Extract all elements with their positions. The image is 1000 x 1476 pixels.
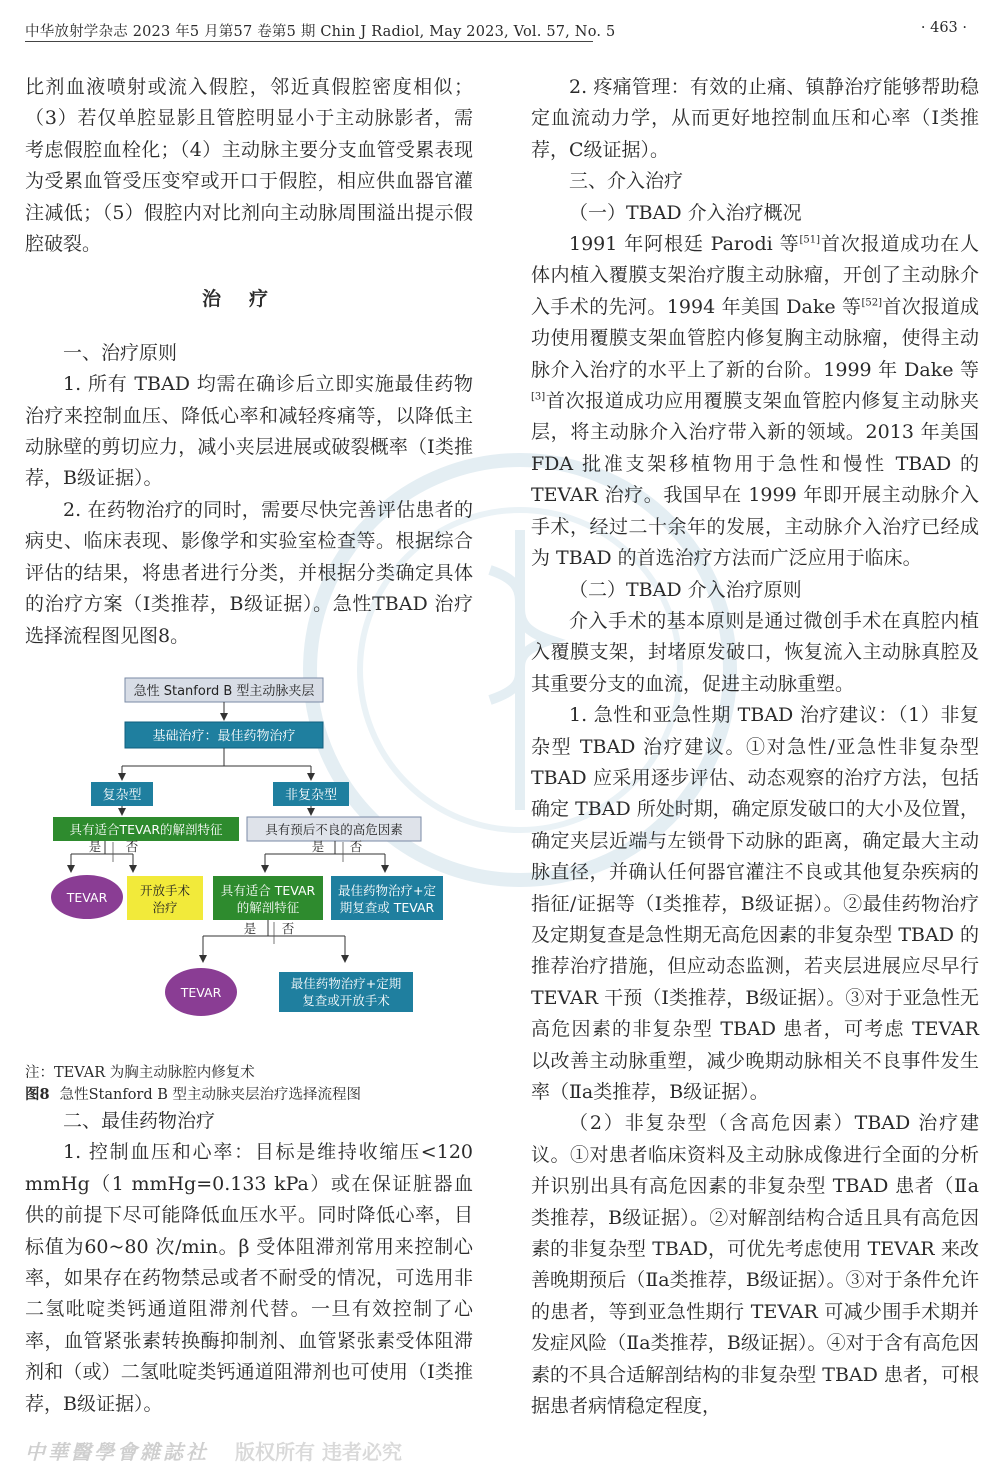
flow-label-anat2-1: 具有适合 TEVAR [220,882,316,898]
paragraph-principle-2: 2. 在药物治疗的同时，需要尽快完善评估患者的病史、临床表现、影像学和实验室检查等。根据综合评估的结果，将患者进行分类，并根据分类确定具体的治疗方案（Ⅰ类推荐，B级证据）。急性TBAD 治疗选择流程图见图8。 [25,498,473,647]
right-column [531,72,979,1422]
figure-label: 图8 [25,1085,50,1103]
history-text-2: 首次报道成功在人体内植入覆膜支架治疗腹主动脉瘤，开创了主动脉介入手术的先河。1994 年美国 Dake 等 [531,233,979,318]
flow-label-risk: 具有预后不良的高危因素 [265,821,403,837]
flow-label-open-2: 治疗 [152,899,178,915]
flowchart-svg [25,666,473,1056]
flow-label-noncomplex: 非复杂型 [284,787,338,803]
citation-51: [51] [799,234,820,246]
heading-intervention-overview: （一）TBAD 介入治疗概况 [569,201,802,224]
flow-yes-left: 是 [88,838,102,854]
citation-52: [52] [861,297,882,309]
history-text-4: 首次报道成功应用覆膜支架血管腔内修复主动脉夹层，将主动脉介入治疗带入新的领域。2013 年美国 FDA 批准支架移植物用于急性和慢性 TBAD 的 TEVAR 治疗。我国早在 1999 年即开展主动脉介入手术，经过二十余年的发展，主动脉介入治疗已经成为 TBAD 的首选治疗方法而广泛应用于临床。 [531,390,979,570]
publisher-logo: 中華醫學會雜誌社 [25,1440,209,1464]
flow-label-top: 急性 Stanford B 型主动脉夹层 [133,683,315,699]
flow-label-tevar-1: TEVAR [66,889,108,905]
flow-no-bottom: 否 [281,920,295,936]
paragraph-acute-subacute: 1. 急性和亚急性期 TBAD 治疗建议：（1）非复杂型 TBAD 治疗建议。①对急性/亚急性非复杂型 TBAD 应采用逐步评估、动态观察的治疗方法，包括确定 TBAD 所处时期，确定原发破口的大小及位置，确定夹层近端与左锁骨下动脉的距离，确定最大主动脉直径，并确认任何器官灌注不良或其他复杂疾病的指征/证据等（Ⅰ类推荐，B级证据）。②最佳药物治疗及定期复查是急性期无高危因素的非复杂型 TBAD 的推荐治疗措施，但应动态监测，若夹层进展应尽早行 TEVAR 干预（Ⅰ类推荐，B级证据）。③对于亚急性无高危因素的非复杂型 TBAD 患者，可考虑 TEVAR 以改善主动脉重塑，减少晚期动脉相关不良事件发生率（Ⅱa类推荐，B级证据）。 [531,704,979,1103]
figure-8-flowchart [25,666,473,1056]
section-title-treatment: 治疗 [201,288,296,311]
header-rule [25,41,593,42]
heading-intervention-principles: （二）TBAD 介入治疗原则 [569,578,802,601]
figure-caption [25,1084,473,1106]
paragraph-high-risk: （2）非复杂型（含高危因素）TBAD 治疗建议。①对患者临床资料及主动脉成像进行全面的分析并识别出具有高危因素的非复杂型 TBAD 患者（Ⅱa类推荐，B级证据）。②对解剖结构合适且具有高危因素的非复杂型 TBAD，可优先考虑使用 TEVAR 来改善晚期预后（Ⅱa类推荐，B级证据）。③对于条件允许的患者，等到亚急性期行 TEVAR 可减少围手术期并发症风险（Ⅱa类推荐，B级证据）。④对于含有高危因素的不具合适解剖结构的非复杂型 TBAD 患者，可根据患者病情稳定程度， [531,1112,979,1418]
paragraph-pain-management: 2. 疼痛管理：有效的止痛、镇静治疗能够帮助稳定血流动力学，从而更好地控制血压和心率（Ⅰ类推荐，C级证据）。 [531,76,979,161]
heading-interventional: 三、介入治疗 [569,170,684,193]
history-text-3: 首次报道成功使用覆膜支架血管腔内修复胸主动脉瘤，使得主动脉介入治疗的水平上了新的台阶。1999 年 Dake 等 [531,295,979,381]
flow-label-anat2-2: 的解剖特征 [236,899,300,915]
paragraph-continued: 比剂血液喷射或流入假腔，邻近真假腔密度相似；（3）若仅单腔显影且管腔明显小于主动脉影者，需考虑假腔血栓化；（4）主动脉主要分支血管受累表现为受累血管受压变窄或开口于假腔，相应供血器官灌注减低；（5）假腔内对比剂向主动脉周围溢出提示假腔破裂。 [25,76,473,256]
flow-label-omt-2: 期复查或 TEVAR [339,899,435,915]
flow-no-right: 否 [349,838,363,854]
paragraph-intervention-history [531,229,979,574]
flow-label-anatomy: 具有适合TEVAR的解剖特征 [69,821,223,837]
flow-label-base: 基础治疗：最佳药物治疗 [152,728,296,744]
flow-label-omt2-2: 复查或开放手术 [302,992,390,1008]
heading-best-medical-therapy: 二、最佳药物治疗 [63,1109,216,1132]
citation-3: [3] [531,391,546,403]
flow-yes-right: 是 [311,838,325,854]
heading-treatment-principles: 一、治疗原则 [63,341,178,364]
paragraph-bp-hr-control: 1. 控制血压和心率：目标是维持收缩压<120 mmHg（1 mmHg=0.133 kPa）或在保证脏器血供的前提下尽可能降低血压水平。同时降低心率，目标值为60~80 次/min。β 受体阻滞剂常用来控制心率，如果存在药物禁忌或者不耐受的情况，可选用非二氢吡啶类钙通道阻滞剂代替。一旦有效控制了心率，血管紧张素转换酶抑制剂、血管紧张素受体阻滞剂和（或）二氢吡啶类钙通道阻滞剂也可使用（Ⅰ类推荐，B级证据）。 [25,1141,473,1415]
flow-label-tevar-2: TEVAR [180,984,222,1000]
journal-citation: 中华放射学杂志 2023 年5 月第57 卷第5 期 Chin J Radiol, May 2023, Vol. 57, No. 5 [25,24,616,40]
running-header [25,18,975,44]
flow-label-omt-1: 最佳药物治疗+定 [338,882,436,898]
figure-note: 注：TEVAR 为胸主动脉腔内修复术 [25,1064,255,1081]
flow-label-open-1: 开放手术 [139,882,191,898]
paragraph-intervention-principle: 介入手术的基本原则是通过微创手术在真腔内植入覆膜支架，封堵原发破口，恢复流入主动脉真腔及其重要分支的血流，促进主动脉重塑。 [531,609,979,695]
history-text-1: 1991 年阿根廷 Parodi 等 [569,233,800,256]
copyright-tag: 版权所有 违者必究 [235,1440,402,1464]
flow-yes-bottom: 是 [243,920,257,936]
flow-no-left: 否 [125,838,139,854]
left-column [25,72,473,1420]
page-number: · 463 · [920,20,967,36]
flow-label-omt2-1: 最佳药物治疗+定期 [290,975,402,991]
figure-caption-text: 急性Stanford B 型主动脉夹层治疗选择流程图 [59,1086,362,1103]
flow-label-complex: 复杂型 [102,787,142,803]
paragraph-principle-1: 1. 所有 TBAD 均需在确诊后立即实施最佳药物治疗来控制血压、降低心率和减轻疼痛等，以降低主动脉壁的剪切应力，减小夹层进展或破裂概率（Ⅰ类推荐，B级证据）。 [25,373,473,490]
